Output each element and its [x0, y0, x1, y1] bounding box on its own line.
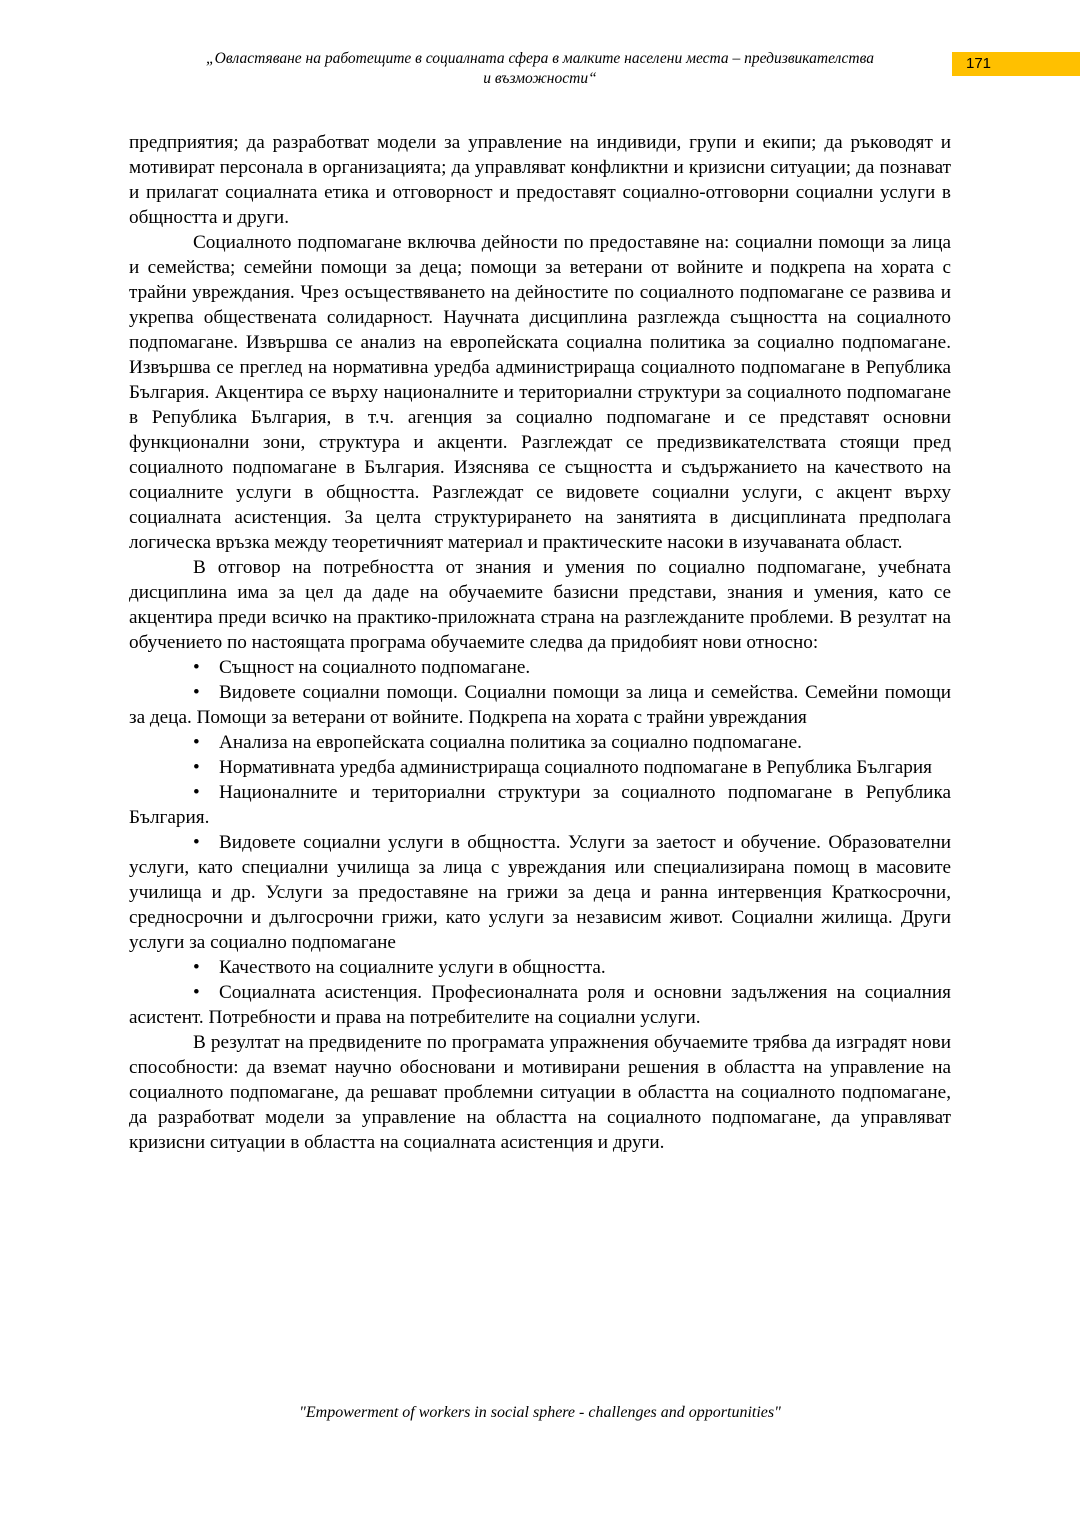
- page-number: 171: [966, 55, 992, 72]
- bullet-item: [129, 655, 951, 680]
- bullet-text: Качеството на социалните услуги в общността.: [219, 957, 606, 978]
- bullet-icon: •: [193, 732, 200, 753]
- bullet-text: Нормативната уредба администрираща социалното подпомагане в Република България: [219, 757, 932, 778]
- bullet-icon: •: [193, 832, 200, 853]
- running-header: [140, 49, 940, 89]
- bullet-item: [129, 730, 951, 755]
- bullet-icon: •: [193, 782, 200, 803]
- bullet-icon: •: [193, 682, 200, 703]
- page-number-badge: [952, 52, 1080, 76]
- bullet-item: [129, 955, 951, 980]
- bullet-icon: •: [193, 957, 200, 978]
- bullet-icon: •: [193, 982, 200, 1003]
- bullet-text: Същност на социалното подпомагане.: [219, 657, 531, 678]
- bullet-item: [129, 680, 951, 730]
- bullet-text: Анализа на европейската социална политика за социално подпомагане.: [219, 732, 802, 753]
- bullet-item: [129, 830, 951, 955]
- bullet-item: [129, 780, 951, 830]
- body-text: [129, 130, 951, 1155]
- paragraph: В отговор на потребността от знания и умения по социално подпомагане, учебната дисциплина има за цел да даде на обучаемите базисни представи, знания и умения, като се акцентира преди всичко на практико-приложната страна на разглежданите проблеми. В резултат на обучението по настоящата програма обучаемите следва да придобият нови относно:: [129, 557, 951, 653]
- bullet-text: Националните и териториални структури за социалното подпомагане в Република България.: [129, 782, 951, 828]
- paragraph: Социалното подпомагане включва дейности по предоставяне на: социални помощи за лица и семейства; семейни помощи за деца; помощи за ветерани от войните и подкрепа на хората с трайни увреждания. Чрез осъществяването на дейностите по социалното подпомагане се развива и укрепва обществената солидарност. Научната дисциплина разглежда същността на социалното подпомагане. Извършва се анализ на европейската социална политика за социално подпомагане. Извършва се преглед на нормативна уредба администрираща социалното подпомагане в Република България. Акцентира се върху националните и териториални структури за социалното подпомагане в Република България, в т.ч. агенция за социално подпомагане и се представят основни функционални зони, структура и акценти. Разглеждат се предизвикателствата стоящи пред социалното подпомагане в България. Изяснява се същността и съдържанието на качеството на социалните услуги в общността. Разглеждат се видовете социални услуги, с акцент върху социалната асистенция. За целта структурирането на занятията в дисциплината предполага логическа връзка между теоретичният материал и практическите насоки в изучаваната област.: [129, 232, 951, 553]
- header-title-line-2: и възможности“: [483, 70, 597, 87]
- bullet-text: Социалната асистенция. Професионалната роля и основни задължения на социалния асистент. Потребности и права на потребителите на социални услуги.: [129, 982, 951, 1028]
- paragraph: В резултат на предвидените по програмата упражнения обучаемите трябва да изградят нови способности: да вземат научно обосновани и мотивирани решения в областта на управление на социалното подпомагане, да решават проблемни ситуации в областта на социалното подпомагане, да разработват модели за управление на областта на социалното подпомагане, да управляват кризисни ситуации в областта на социалната асистенция и други.: [129, 1032, 951, 1153]
- bullet-icon: •: [193, 657, 200, 678]
- running-footer: "Empowerment of workers in social sphere - challenges and opportunities": [299, 1404, 781, 1421]
- paragraph: предприятия; да разработват модели за управление на индивиди, групи и екипи; да ръководят и мотивират персонала в организацията; да управляват конфликтни и кризисни ситуации; да познават и прилагат социалната етика и отговорност и предоставят социално-отговорни социални услуги в общността и други.: [129, 132, 951, 228]
- bullet-item: [129, 755, 951, 780]
- header-title-line-1: „Овластяване на работещите в социалната сфера в малките населени места – предизвикателства: [206, 50, 874, 67]
- bullet-text: Видовете социални услуги в общността. Услуги за заетост и обучение. Образователни услуги, като специални училища за лица с увреждания или специализирана помощ в масовите училища и др. Услуги за предоставяне на грижи за деца и ранна интервенция Краткосрочни, средносрочни и дългосрочни грижи, като услуги за независим живот. Социални жилища. Други услуги за социално подпомагане: [129, 832, 951, 953]
- bullet-icon: •: [193, 757, 200, 778]
- bullet-item: [129, 980, 951, 1030]
- bullet-text: Видовете социални помощи. Социални помощи за лица и семейства. Семейни помощи за деца. Помощи за ветерани от войните. Подкрепа на хората с трайни увреждания: [129, 682, 951, 728]
